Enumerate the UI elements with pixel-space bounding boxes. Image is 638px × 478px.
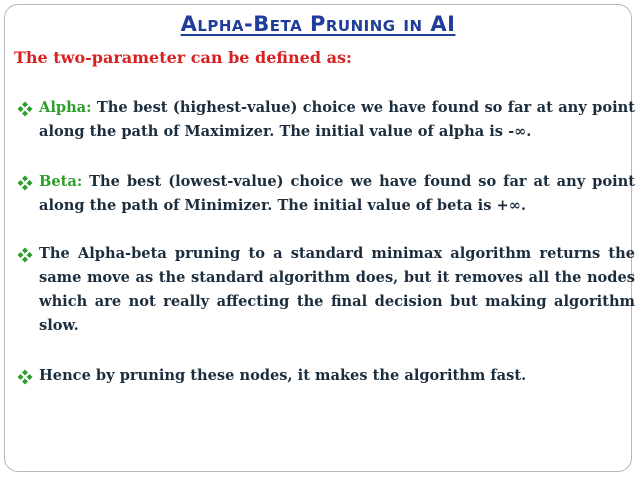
- bullet-list: [17, 96, 635, 388]
- bullet-text-alpha: The best (highest-value) choice we have found so far at any point along the path of Maximizer. The initial value of alpha is -∞.: [39, 99, 635, 140]
- bullet-keyword-beta: Beta:: [39, 173, 83, 190]
- bullet-text-pruning: Hence by pruning these nodes, it makes the algorithm fast.: [39, 367, 527, 384]
- bullet-pruning: [17, 364, 635, 388]
- four-diamond-bullet-icon: [17, 369, 33, 385]
- bullet-keyword-alpha: Alpha:: [39, 99, 92, 116]
- four-diamond-bullet-icon: [17, 101, 33, 117]
- bullet-beta: [17, 170, 635, 218]
- bullet-minimax: [17, 242, 635, 338]
- slide-title: Alpha-Beta Pruning in AI: [180, 12, 456, 36]
- bullet-text-beta: The best (lowest-value) choice we have found so far at any point along the path of Minimizer. The initial value of beta is +∞.: [39, 173, 635, 214]
- bullet-alpha: [17, 96, 635, 144]
- slide-subtitle: The two-parameter can be defined as:: [14, 48, 352, 67]
- bullet-text-minimax: The Alpha-beta pruning to a standard minimax algorithm returns the same move as the standard algorithm does, but it removes all the nodes which are not really affecting the final decision but making algorithm slow.: [39, 245, 635, 334]
- slide-frame: [4, 4, 635, 472]
- four-diamond-bullet-icon: [17, 247, 33, 263]
- four-diamond-bullet-icon: [17, 175, 33, 191]
